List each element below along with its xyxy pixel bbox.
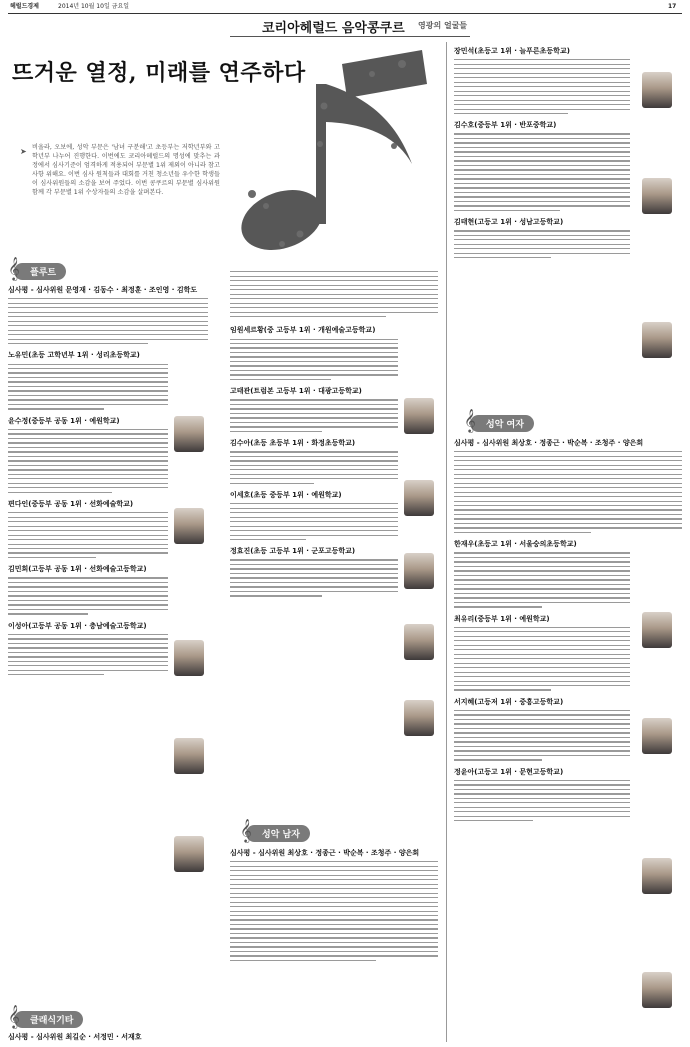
winner-3-4-name: 한재우(초등고 1위 · 서울숭의초등학교) (454, 540, 577, 549)
winner-photo (174, 416, 204, 452)
winner-photo (174, 640, 204, 676)
section-badge-female (464, 408, 534, 434)
section-badge-male-label: 성악 남자 (246, 825, 310, 842)
winner-1-4-name: 김민희(고등부 공동 1위 · 선화예술고등학교) (8, 565, 147, 574)
lead-paragraph: 비올라, 오보에, 성악 부문은 '남녀 구분해'고 초등부는 저학년부와 고학년부 나누어 진행한다. 이번에도 코리아헤럴드의 명성에 맞추는 과정에서 심사기준이 엄격하게 적용되어 부문별 1위 제외이 아니라 참고사항 위해요. 이번 심사 원칙들과 대회를 거친 청소년들 우수한 학생들이 심사위원들의 소감을 보여 주었다. 이번 콩쿠르의 부문별 심사위원 함께 각 부문별 1위 수상자들의 소감을 살펴본다. (32, 144, 220, 196)
banner-subtitle: 영광의 얼굴들 (418, 21, 468, 30)
winner-3-6-text (454, 710, 630, 761)
winner-1-2-name: 윤수정(중등부 공동 1위 · 예원학교) (8, 416, 120, 425)
winner-1-1-name: 노유민(초등 고학년부 1위 · 성리초등학교) (8, 351, 140, 360)
section-badge-guitar (8, 1004, 83, 1030)
winner-2-4-name: 이세호(초등 중등부 1위 · 예원학교) (230, 490, 342, 499)
winner-photo (404, 398, 434, 434)
winner-2-5-text (230, 559, 398, 596)
winner-photo (642, 612, 672, 648)
winner-3-3-text (454, 230, 630, 258)
winner-2-1-text (230, 339, 398, 381)
page-number: 17 (668, 3, 677, 10)
treble-clef-icon: 𝄞 (8, 1004, 20, 1028)
winner-2-4-text (230, 503, 398, 540)
winner-photo (174, 738, 204, 774)
winner-photo (174, 836, 204, 872)
column-2-male (230, 848, 438, 1038)
winner-1-5-text (8, 634, 168, 676)
headline: 뜨거운 열정, 미래를 연주하다 (12, 60, 306, 86)
winner-1-4-text (8, 577, 168, 614)
winner-1-3-name: 편다인(중등부 공동 1위 · 선화예술학교) (8, 499, 134, 508)
winner-3-1-text (454, 59, 630, 114)
judges-text-flute (8, 298, 208, 344)
winner-photo (642, 972, 672, 1008)
winner-3-1-name: 장민석(초등고 1위 · 늘푸른초등학교) (454, 47, 570, 55)
treble-clef-icon: 𝄞 (8, 256, 20, 280)
masthead-date: 2014년 10월 10일 금요일 (58, 3, 130, 10)
winner-photo (642, 858, 672, 894)
winner-1-3-text (8, 512, 168, 558)
winner-2-2-name: 고태관(트럼본 고등부 1위 · 대광고등학교) (230, 387, 362, 396)
winner-3-6-name: 서지혜(고등저 1위 · 중흥고등학교) (454, 697, 564, 706)
section-badge-guitar-label: 클래식기타 (14, 1011, 83, 1028)
winner-3-4-text (454, 552, 630, 607)
winner-2-1-name: 임원세르황(중 고등부 1위 · 개원예술고등학교) (230, 326, 376, 335)
banner-title: 코리아헤럴드 음악콩쿠르 (262, 21, 405, 36)
winner-photo (642, 322, 672, 358)
winner-photo (404, 480, 434, 516)
winner-2-2-text (230, 399, 398, 432)
winner-photo (404, 624, 434, 660)
winner-3-5-text (454, 627, 630, 691)
winner-3-7-name: 정윤아(고등고 1위 · 문현고등학교) (454, 767, 564, 776)
lead-arrow-icon: ➤ (20, 147, 27, 156)
winner-3-3-name: 김태현(고등고 1위 · 성남고등학교) (454, 218, 564, 227)
banner-rule (230, 36, 470, 37)
column-divider (446, 42, 447, 1042)
judges-heading-female: 심사평 - 심사위원 최상호 · 정종근 · 박순복 · 조청주 · 양은희 (454, 439, 644, 447)
treble-clef-icon: 𝄞 (240, 818, 252, 842)
judges-text-male (230, 861, 438, 961)
section-badge-female-label: 성악 여자 (470, 415, 534, 432)
column-2 (230, 268, 438, 828)
winner-1-2-text (8, 429, 168, 493)
winner-photo (404, 700, 434, 736)
winner-1-1-text (8, 364, 168, 410)
music-note-illustration (222, 44, 456, 264)
winner-3-7-text (454, 780, 630, 822)
winner-photo (642, 718, 672, 754)
masthead-paper: 헤럴드경제 (10, 3, 39, 10)
judges-heading-guitar: 심사평 - 심사위원 최길순 · 서정민 · 서재호 (8, 1033, 142, 1041)
masthead-rule (8, 13, 682, 14)
winner-3-2-text (454, 133, 630, 211)
winner-photo (404, 553, 434, 589)
winner-3-5-name: 최유리(중등부 1위 · 예원학교) (454, 614, 550, 623)
winner-2-3-name: 김수아(초등 초등부 1위 · 화정초등학교) (230, 439, 356, 448)
winner-photo (642, 178, 672, 214)
winner-2-5-name: 정효진(초등 고등부 1위 · 군포고등학교) (230, 547, 356, 556)
winner-3-2-name: 김수호(중등부 1위 · 반포중학교) (454, 121, 557, 130)
judges-text-continued (230, 271, 438, 317)
judges-text-female (454, 451, 682, 533)
section-badge-male (240, 818, 310, 844)
section-badge-flute (8, 256, 66, 282)
winner-photo (174, 508, 204, 544)
winner-photo (642, 72, 672, 108)
judges-heading-flute: 심사평 - 심사위원 문영재 · 김동수 · 최정훈 · 조인영 · 김학도 (8, 286, 198, 294)
treble-clef-icon: 𝄞 (464, 408, 476, 432)
section-badge-flute-label: 플루트 (14, 263, 66, 280)
winner-1-5-name: 이성아(고등부 공동 1위 · 충남예술고등학교) (8, 621, 147, 630)
winner-2-3-text (230, 451, 398, 484)
judges-heading-male: 심사평 - 심사위원 최상호 · 정종근 · 박순복 · 조청주 · 양은희 (230, 849, 420, 857)
